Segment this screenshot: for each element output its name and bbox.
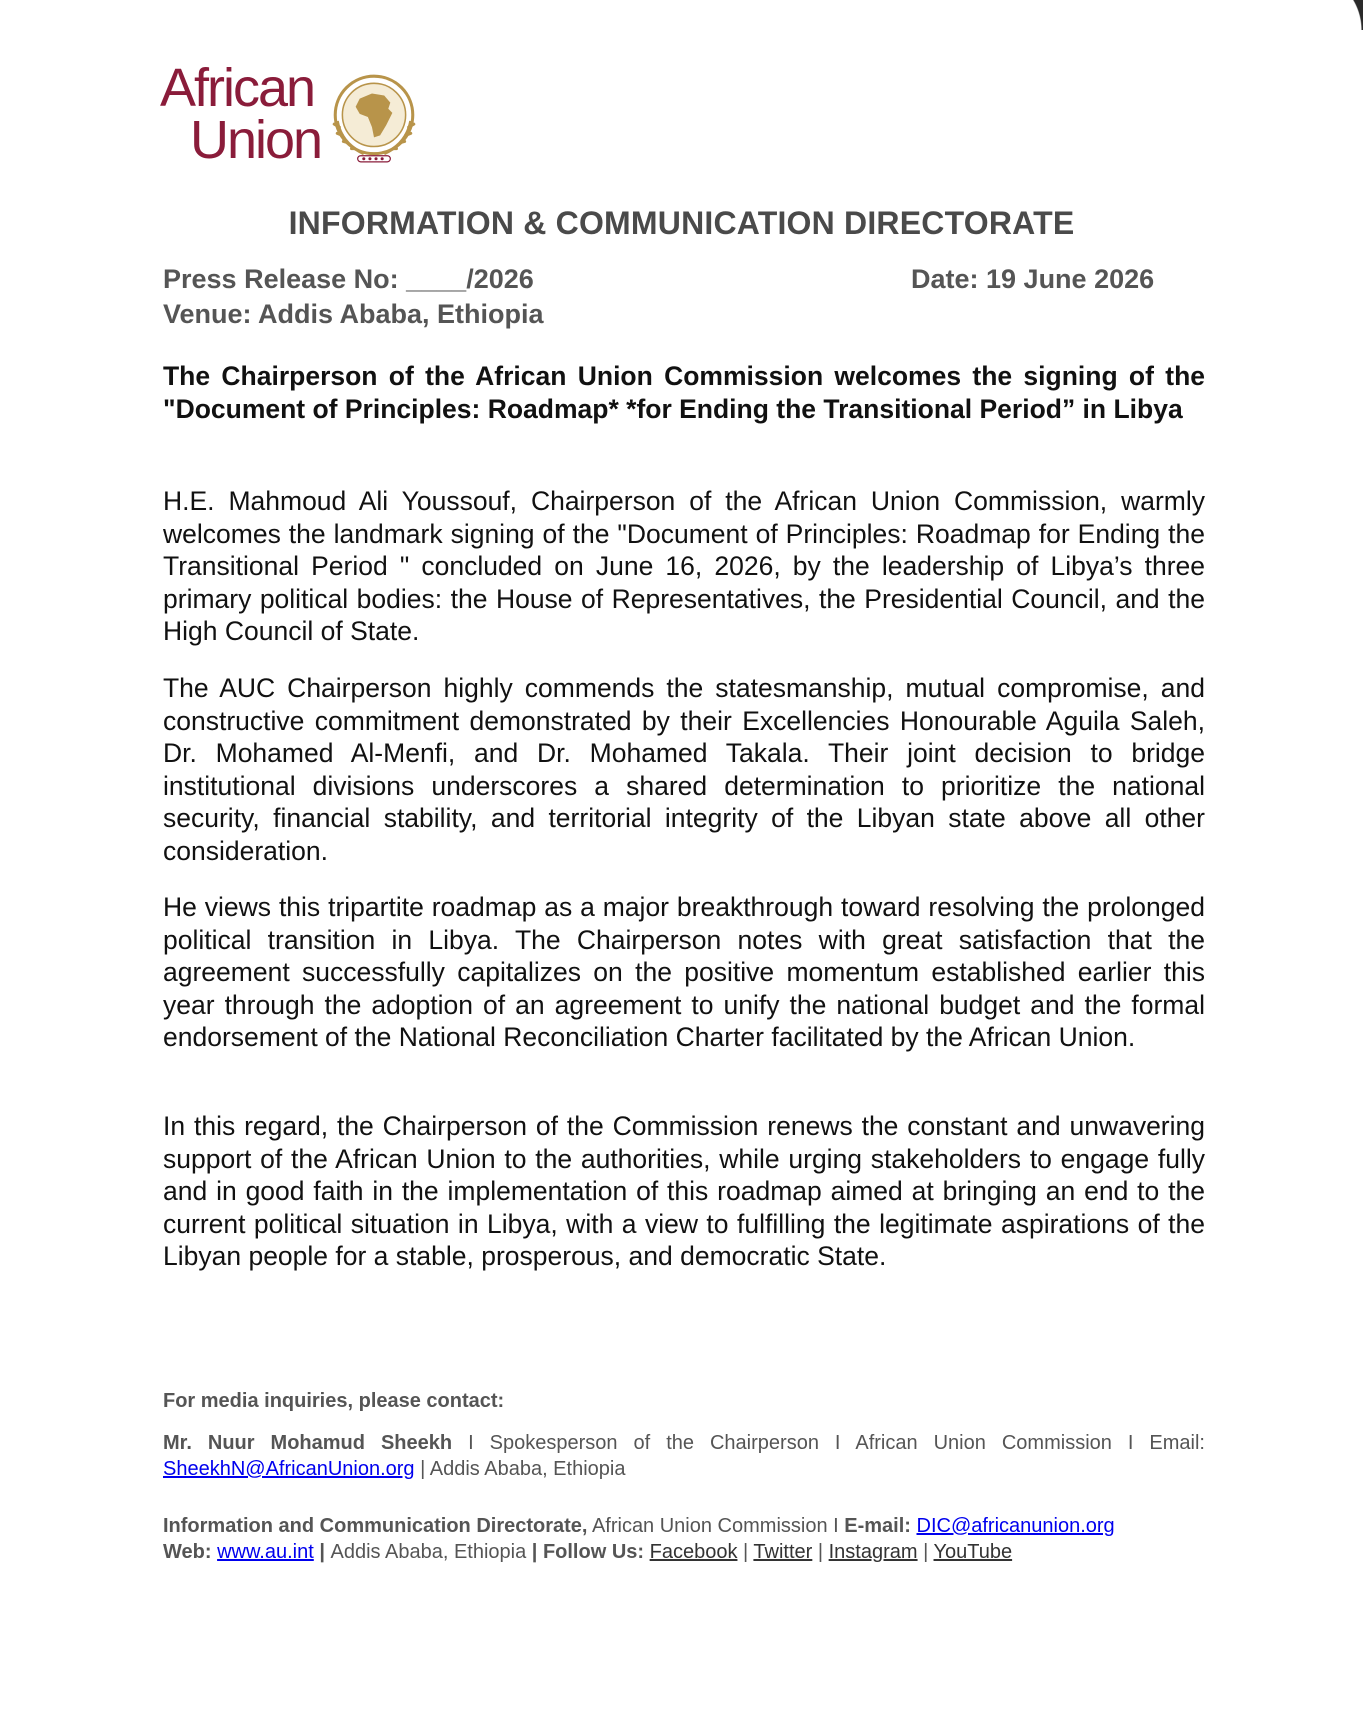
dic-email-label: E-mail: [844,1515,911,1537]
contact-location: | Addis Ababa, Ethiopia [414,1458,626,1480]
follow-us-label: Follow Us: [542,1541,645,1563]
paragraph-text: He views this tripartite roadmap as a major breakthrough toward resolving the prolonged political transition in Libya. The Chairperson notes with great satisfaction that the agreement successfully capitalizes on the positive momentum established earlier this year through the adoption of an agreement to unify the national budget and the formal endorsement of the National Reconciliation Charter facilitated by the African Union. [163,892,1205,1052]
logo-word-union: Union [190,110,322,170]
web-location: Addis Ababa, Ethiopia [330,1541,527,1563]
separator: | [313,1541,331,1563]
youtube-link[interactable]: YouTube [933,1541,1013,1563]
instagram-link[interactable]: Instagram [828,1541,918,1563]
page-corner [1303,0,1363,30]
dic-name: Information and Communication Directorate, [163,1515,588,1537]
contact-email-link[interactable]: SheekhN@AfricanUnion.org [163,1458,415,1480]
separator: | [917,1541,934,1563]
body-paragraph-2 [163,672,1205,867]
dic-email-link[interactable]: DIC@africanunion.org [916,1515,1115,1537]
logo-wordmark [160,58,322,170]
au-emblem-icon [323,68,425,170]
separator: | [812,1541,829,1563]
separator: | [737,1541,754,1563]
twitter-link[interactable]: Twitter [753,1541,813,1563]
website-link[interactable]: www.au.int [217,1541,314,1563]
african-union-logo [160,58,450,172]
facebook-link[interactable]: Facebook [649,1541,738,1563]
release-venue: Venue: Addis Ababa, Ethiopia [163,299,544,329]
contact-name: Mr. Nuur Mohamud Sheekh [163,1432,453,1454]
logo-word-african: African [160,58,315,118]
body-paragraph-4 [163,1110,1205,1273]
release-date: Date: 19 June 2026 [911,264,1155,294]
spokesperson-contact [163,1430,1205,1482]
directorate-contact [163,1513,1205,1565]
separator: | [526,1541,543,1563]
contact-role: I Spokesperson of the Chairperson I African Union Commission I Email: [452,1432,1205,1454]
press-release-number: Press Release No: ____/2026 [163,264,534,294]
media-inquiries-label: For media inquiries, please contact: [163,1390,505,1412]
directorate-heading: INFORMATION & COMMUNICATION DIRECTORATE [288,205,1075,241]
dic-org: African Union Commission I [587,1515,845,1537]
paragraph-text: H.E. Mahmoud Ali Youssouf, Chairperson of the African Union Commission, warmly welcomes the landmark signing of the "Document of Principles: Roadmap for Ending the Transitional Period " concluded on June 16, 2026, by the leadership of Libya’s three primary political bodies: the House of Representatives, the Presidential Council, and the High Council of State. [163,486,1205,646]
body-paragraph-1 [163,485,1205,648]
paragraph-text: The AUC Chairperson highly commends the statesmanship, mutual compromise, and constructive commitment demonstrated by their Excellencies Honourable Aguila Saleh, Dr. Mohamed Al-Menfi, and Dr. Mohamed Takala. Their joint decision to bridge institutional divisions underscores a shared determination to prioritize the national security, financial stability, and territorial integrity of the Libyan state above all other consideration. [163,673,1205,866]
body-paragraph-3 [163,891,1205,1054]
web-label: Web: [163,1541,212,1563]
headline: The Chairperson of the African Union Commission welcomes the signing of the "Document of Principles: Roadmap* *for Ending the Transitional Period” in Libya [163,361,1205,424]
paragraph-text: In this regard, the Chairperson of the Commission renews the constant and unwavering support of the African Union to the authorities, while urging stakeholders to engage fully and in good faith in the implementation of this roadmap aimed at bringing an end to the current political situation in Libya, with a view to fulfilling the legitimate aspirations of the Libyan people for a stable, prosperous, and democratic State. [163,1111,1205,1271]
